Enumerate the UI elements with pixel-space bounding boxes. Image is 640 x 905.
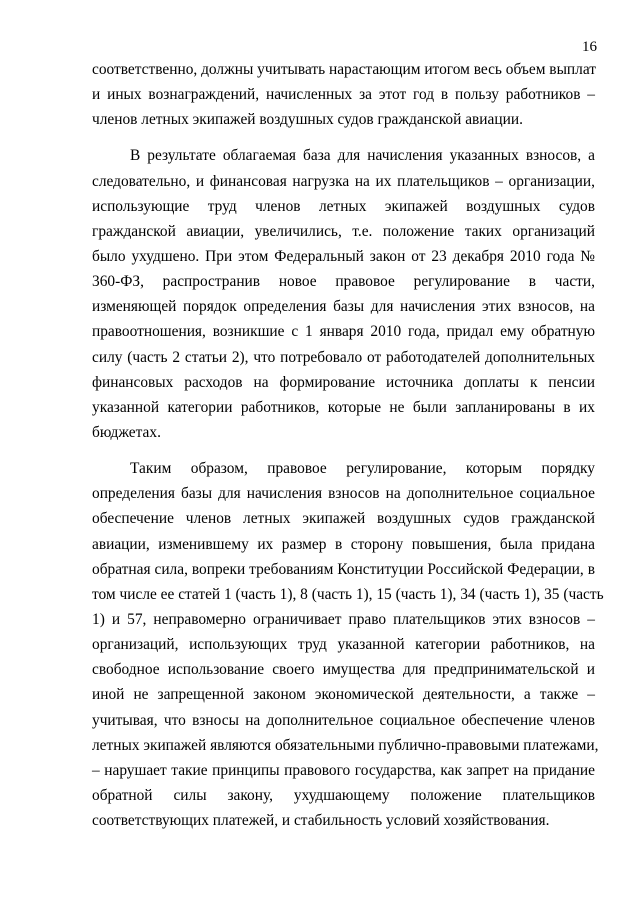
text-line: обратная сила, вопреки требованиям Конституции Российской Федерации, в — [92, 560, 595, 578]
paragraph-1 — [92, 57, 595, 132]
text-line: правоотношения, возникшие с 1 января 2010 года, придал ему обратную — [92, 323, 595, 341]
text-line: Таким образом, правовое регулирование, которым порядку — [130, 460, 595, 478]
text-line: В результате облагаемая база для начисления указанных взносов, а — [130, 147, 595, 165]
text-line: использующие труд членов летных экипажей воздушных судов — [92, 197, 595, 215]
text-line: организаций, использующих труд указанной категории работников, на — [92, 636, 595, 654]
text-line: гражданской авиации, увеличились, т.е. положение таких организаций — [92, 222, 595, 240]
text-line: авиации, изменившему их размер в сторону повышения, была придана — [92, 535, 595, 553]
text-line: 360-ФЗ, распространив новое правовое регулирование в части, — [92, 273, 595, 291]
text-line: изменяющей порядок определения базы для начисления этих взносов, на — [92, 298, 595, 316]
text-line: обратной силы закону, ухудшающему положение плательщиков — [92, 786, 595, 804]
text-line: свободное использование своего имущества для предпринимательской и — [92, 661, 595, 679]
text-line: следовательно, и финансовая нагрузка на их плательщиков – организации, — [92, 172, 595, 190]
text-line: обеспечение членов летных экипажей воздушных судов гражданской — [92, 510, 595, 528]
text-line: иной не запрещенной законом экономической деятельности, а также – — [92, 686, 595, 704]
text-line: было ухудшено. При этом Федеральный закон от 23 декабря 2010 года № — [92, 247, 595, 265]
paragraph-spacer — [92, 445, 595, 456]
text-line: том числе ее статей 1 (часть 1), 8 (часть 1), 15 (часть 1), 34 (часть 1), 35 (часть — [92, 585, 604, 603]
text-line: членов летных экипажей воздушных судов гражданской авиации. — [92, 111, 523, 129]
text-line: определения базы для начисления взносов на дополнительное социальное — [92, 485, 595, 503]
paragraph-spacer — [92, 132, 595, 143]
paragraph-3 — [92, 456, 604, 833]
text-line: бюджетах. — [92, 423, 161, 441]
text-line: учитывая, что взносы на дополнительное социальное обеспечение членов — [92, 711, 595, 729]
text-line: летных экипажей являются обязательными публично-правовыми платежами, — [92, 736, 599, 754]
page-number: 16 — [582, 39, 597, 55]
text-line: соответственно, должны учитывать нарастающим итогом весь объем выплат — [92, 61, 596, 78]
text-line: силу (часть 2 статьи 2), что потребовало от работодателей дополнительных — [92, 348, 595, 366]
text-line: 1) и 57, неправомерно ограничивает право плательщиков этих взносов – — [92, 610, 595, 628]
text-line: и иных вознаграждений, начисленных за этот год в пользу работников – — [92, 86, 595, 104]
text-line: указанной категории работников, которые не были запланированы в их — [92, 398, 595, 416]
text-line: – нарушает такие принципы правового государства, как запрет на придание — [92, 761, 595, 779]
body-text — [92, 57, 604, 833]
text-line: финансовых расходов на формирование источника доплаты к пенсии — [92, 373, 595, 391]
text-line: соответствующих платежей, и стабильность условий хозяйствования. — [92, 812, 550, 830]
paragraph-2 — [92, 143, 595, 445]
